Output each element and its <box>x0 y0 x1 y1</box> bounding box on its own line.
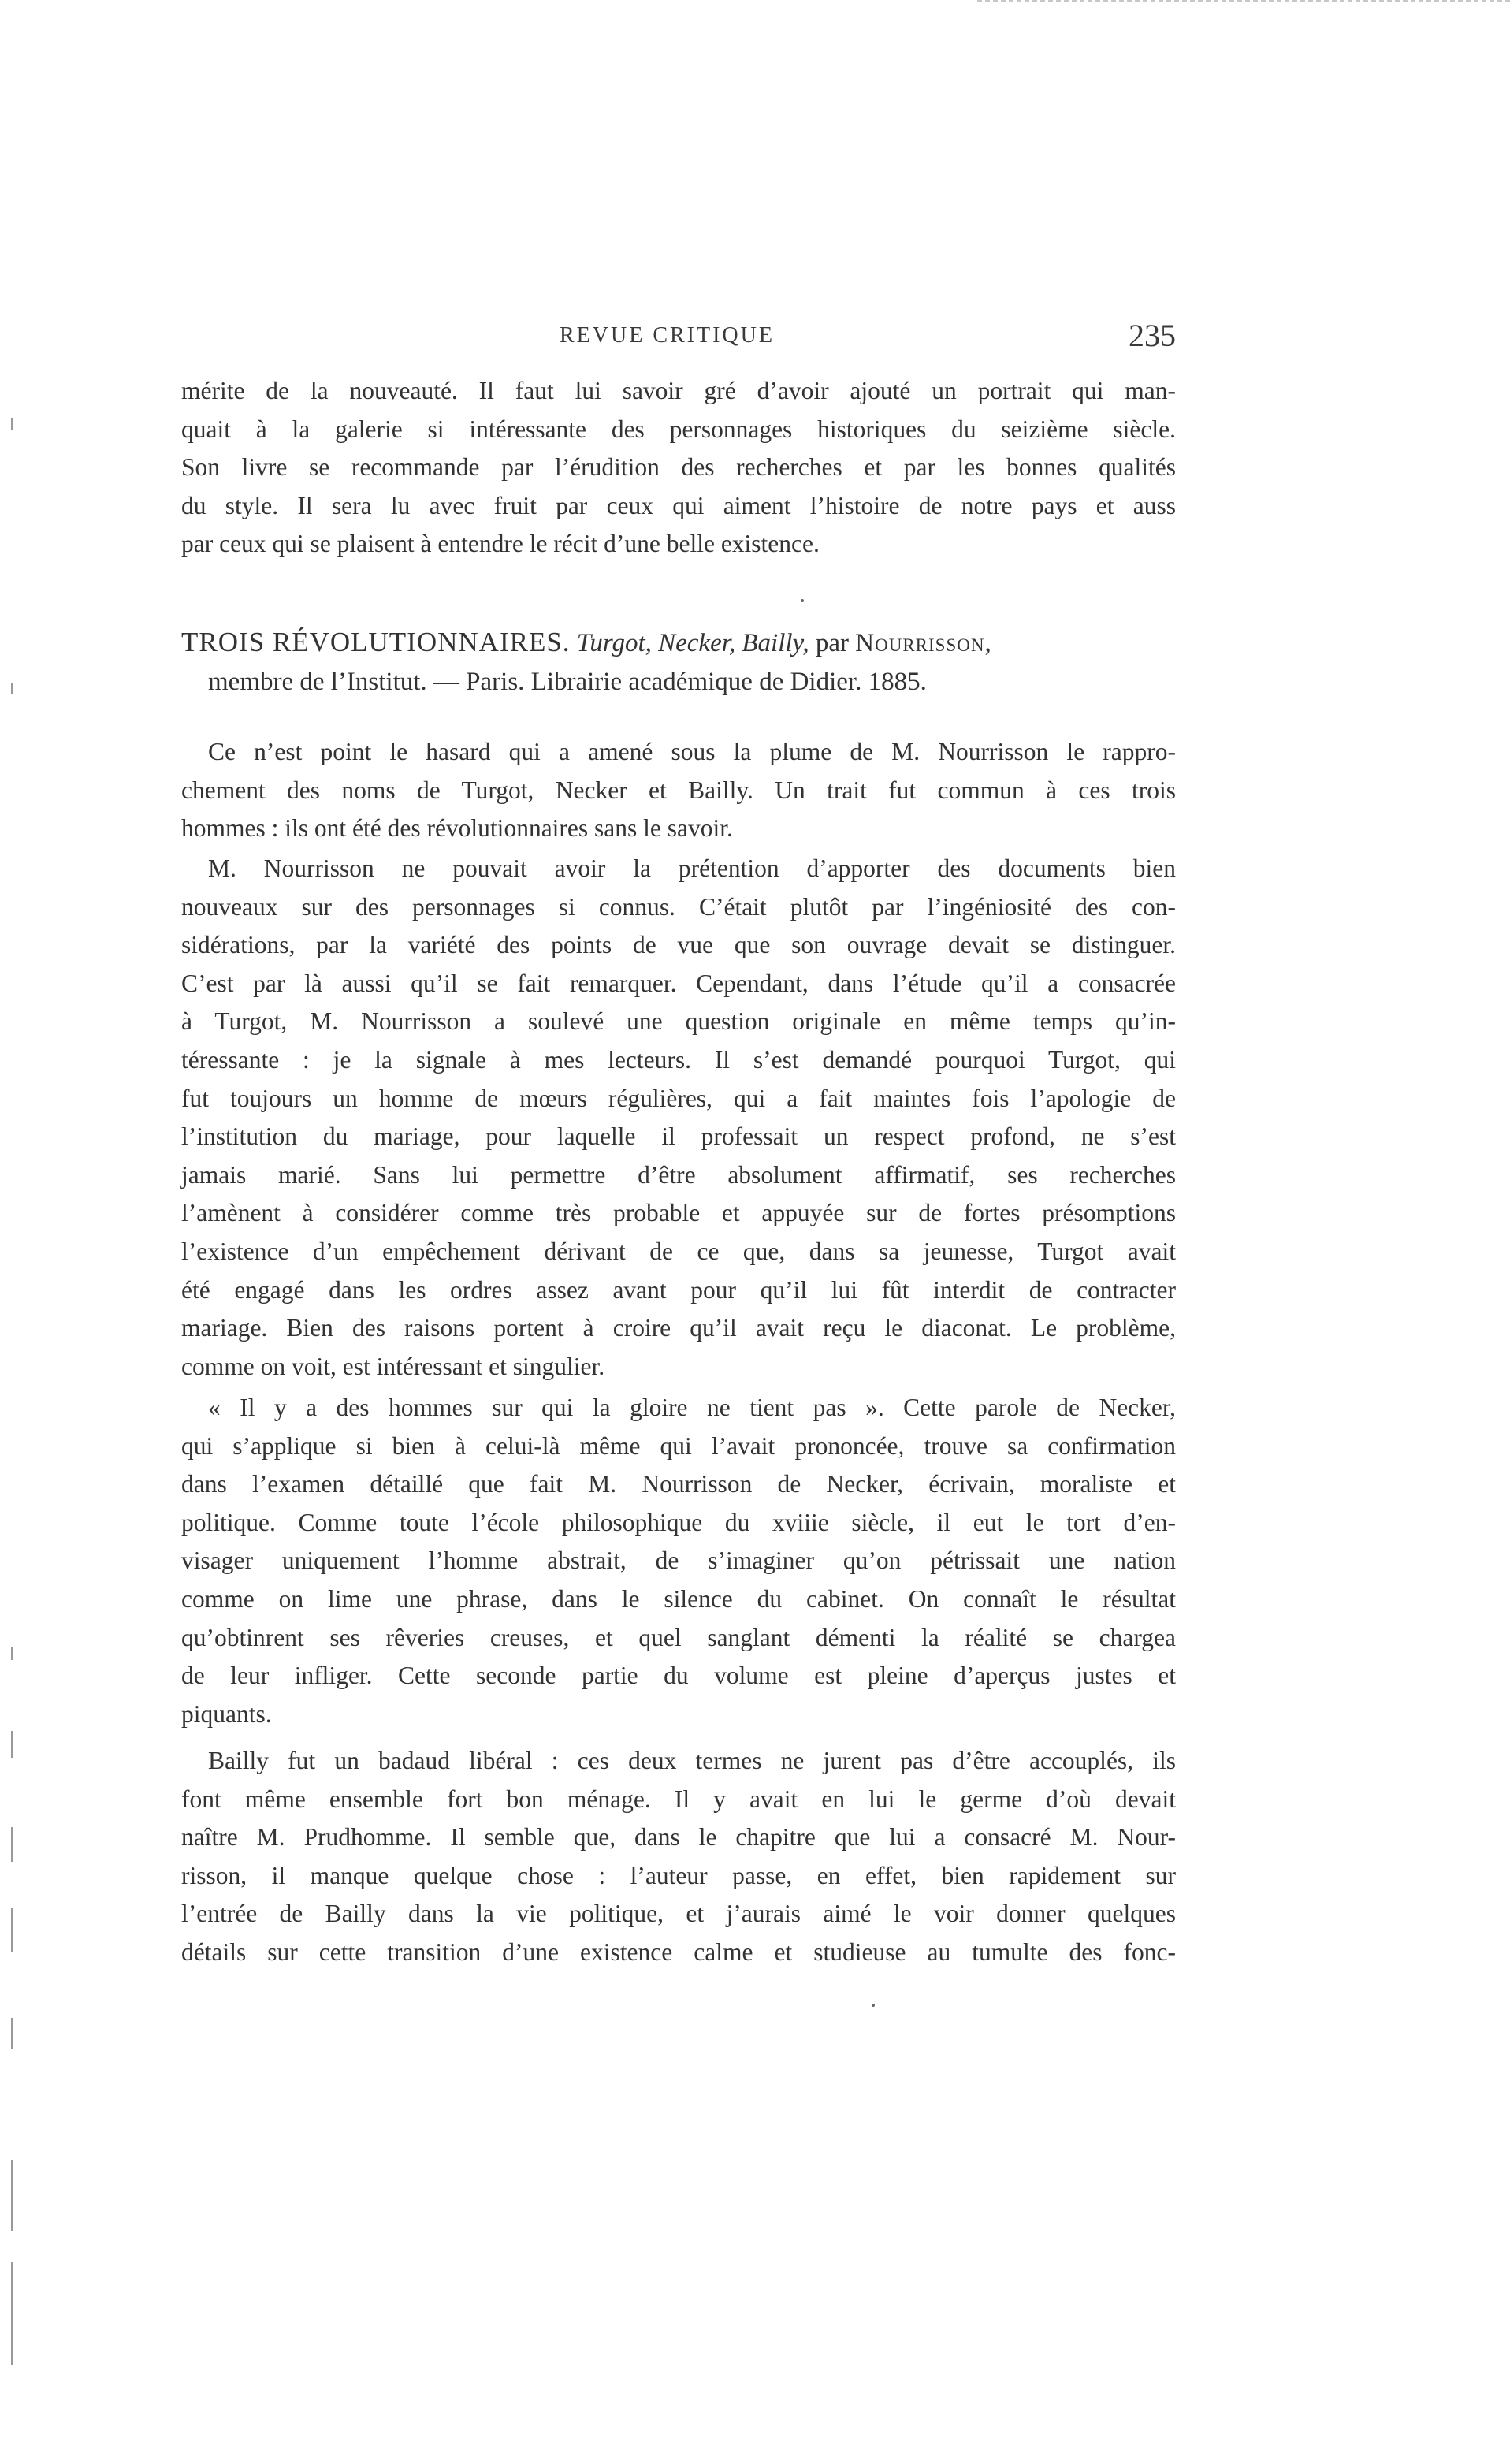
text-line: sidérations, par la variété des points de vue que son ouvrage devait se distinguer. <box>181 931 1176 959</box>
text-line: hommes : ils ont été des révolutionnaires sans le savoir. <box>181 814 733 843</box>
body-paragraph <box>181 1389 1176 1733</box>
text-line: l’entrée de Bailly dans la vie politique, et j’aurais aimé le voir donner quelques <box>181 1900 1176 1928</box>
review-subjects: Turgot, Necker, Bailly, <box>576 629 809 657</box>
body-paragraph <box>181 733 1176 848</box>
text-line: comme on lime une phrase, dans le silence du cabinet. On connaît le résultat <box>181 1584 1176 1613</box>
text-line: détails sur cette transition d’une existence calme et studieuse au tumulte des fonc- <box>181 1937 1176 1966</box>
text-line: font même ensemble fort bon ménage. Il y avait en lui le germe d’où devait <box>181 1785 1176 1813</box>
scan-margin-mark <box>11 1731 13 1758</box>
text-line: comme on voit, est intéressant et singulier. <box>181 1352 605 1380</box>
text-line: été engagé dans les ordres assez avant pour qu’il lui fût interdit de contracter <box>181 1275 1176 1304</box>
scan-margin-mark <box>11 683 13 694</box>
intro-paragraph <box>181 372 1176 564</box>
scan-margin-mark <box>11 2160 13 2231</box>
scan-margin-mark <box>11 2262 13 2365</box>
text-line: téressante : je la signale à mes lecteurs. Il s’est demandé pourquoi Turgot, qui <box>181 1045 1176 1074</box>
text-line: mérite de la nouveauté. Il faut lui savoir gré d’avoir ajouté un portrait qui man- <box>181 377 1176 404</box>
text-line: « Il y a des hommes sur qui la gloire ne tient pas ». Cette parole de Necker, <box>208 1394 1176 1421</box>
text-line: dans l’examen détaillé que fait M. Nourrisson de Necker, écrivain, moraliste et <box>181 1470 1176 1498</box>
text-line: nouveaux sur des personnages si connus. C’était plutôt par l’ingéniosité des con- <box>181 892 1176 921</box>
scan-top-rule <box>977 0 1510 5</box>
text-line: chement des noms de Turgot, Necker et Bailly. Un trait fut commun à ces trois <box>181 776 1176 804</box>
text-line: visager uniquement l’homme abstrait, de s’imaginer qu’on pétrissait une nation <box>181 1547 1176 1575</box>
scan-margin-mark <box>11 1647 13 1660</box>
text-line: mariage. Bien des raisons portent à croire qu’il avait reçu le diaconat. Le problème, <box>181 1314 1176 1342</box>
text-line: quait à la galerie si intéressante des personnages historiques du seizième siècle. <box>181 415 1176 443</box>
text-line: risson, il manque quelque chose : l’auteur passe, en effet, bien rapidement sur <box>181 1861 1176 1889</box>
text-line: fut toujours un homme de mœurs régulières, qui a fait maintes fois l’apologie de <box>181 1084 1176 1112</box>
review-title: TROIS RÉVOLUTIONNAIRES. <box>181 627 571 657</box>
scan-stray-dot <box>801 599 804 602</box>
text-line: l’amènent à considérer comme très probable et appuyée sur de fortes présomptions <box>181 1199 1176 1227</box>
body-paragraph <box>181 1742 1176 1972</box>
text-line: du style. Il sera lu avec fruit par ceux qui aiment l’histoire de notre pays et auss <box>181 491 1176 519</box>
scan-margin-mark <box>11 2018 13 2049</box>
text-line: qui s’applique si bien à celui-là même qui l’avait prononcée, trouve sa confirmation <box>181 1431 1176 1460</box>
text-line: piquants. <box>181 1699 272 1728</box>
running-title: REVUE CRITIQUE <box>560 323 775 348</box>
review-heading <box>181 623 1176 702</box>
text-line: M. Nourrisson ne pouvait avoir la prétention d’apporter des documents bien <box>208 854 1176 882</box>
review-publication-line: membre de l’Institut. — Paris. Librairie académique de Didier. 1885. <box>208 668 927 696</box>
review-author: Nourrisson, <box>855 629 992 657</box>
text-line: par ceux qui se plaisent à entendre le récit d’une belle existence. <box>181 530 820 558</box>
text-line: l’institution du mariage, pour laquelle il professait un respect profond, ne s’est <box>181 1122 1176 1151</box>
text-line: l’existence d’un empêchement dérivant de ce que, dans sa jeunesse, Turgot avait <box>181 1237 1176 1265</box>
text-line: C’est par là aussi qu’il se fait remarquer. Cependant, dans l’étude qu’il a consacrée <box>181 969 1176 997</box>
running-head <box>181 318 1176 366</box>
body-paragraph <box>181 850 1176 1386</box>
scan-margin-mark <box>11 1908 13 1952</box>
text-line: Bailly fut un badaud libéral : ces deux termes ne jurent pas d’être accouplés, ils <box>208 1747 1176 1774</box>
scan-stray-dot <box>872 2004 875 2007</box>
page-number: 235 <box>1129 318 1176 353</box>
text-line: jamais marié. Sans lui permettre d’être absolument affirmatif, ses recherches <box>181 1160 1176 1189</box>
text-line: Son livre se recommande par l’érudition des recherches et par les bonnes qualités <box>181 453 1176 482</box>
scan-margin-mark <box>11 418 13 430</box>
review-heading-line <box>181 623 1176 662</box>
text-line: à Turgot, M. Nourrisson a soulevé une question originale en même temps qu’in- <box>181 1007 1176 1036</box>
text-line: Ce n’est point le hasard qui a amené sous la plume de M. Nourrisson le rappro- <box>208 738 1176 765</box>
text-line: qu’obtinrent ses rêveries creuses, et quel sanglant démenti la réalité se chargea <box>181 1623 1176 1651</box>
text-line: politique. Comme toute l’école philosophique du xviiie siècle, il eut le tort d’en- <box>181 1508 1176 1536</box>
text-line: naître M. Prudhomme. Il semble que, dans le chapitre que lui a consacré M. Nour- <box>181 1823 1176 1852</box>
review-by: par <box>815 629 850 657</box>
text-line: de leur infliger. Cette seconde partie du volume est pleine d’aperçus justes et <box>181 1662 1176 1690</box>
scan-margin-mark <box>11 1827 13 1862</box>
